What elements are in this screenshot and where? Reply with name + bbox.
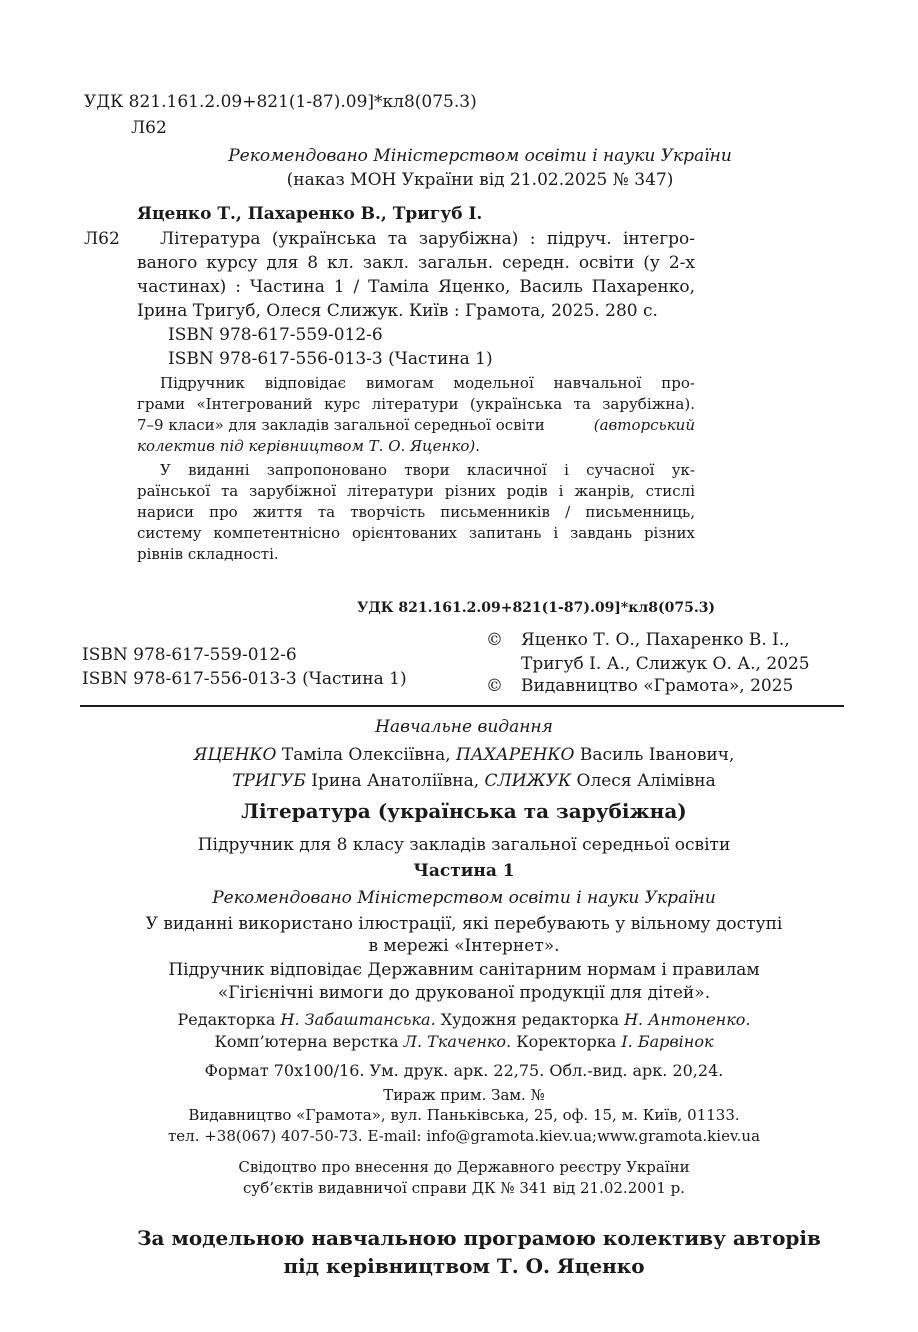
print-run: Тираж прим. Зам. № xyxy=(383,1086,545,1104)
copyright-symbol: © xyxy=(486,630,503,650)
certificate-line-2: суб’єктів видавничої справи ДК № 341 від 21.02.2001 р. xyxy=(242,1179,686,1197)
annotation-1-authors-cont: колектив під керівництвом Т. О. Яценко) xyxy=(137,437,476,455)
layout-line xyxy=(70,1032,858,1051)
copyright-publisher: Видавництво «Грамота», 2025 xyxy=(521,676,794,696)
format-line: Формат 70х100/16. Ум. друк. арк. 22,75. Обл.-вид. арк. 20,24. xyxy=(204,1061,724,1080)
recommendation-note: Рекомендовано Міністерством освіти і науки України xyxy=(228,146,732,166)
sanitary-note-2: «Гігієнічні вимоги до друкованої продукції для дітей». xyxy=(217,983,711,1003)
publisher-address: Видавництво «Грамота», вул. Паньківська, 25, оф. 15, м. Київ, 01133. xyxy=(188,1106,740,1124)
annotation-2-line-2: раїнської та зарубіжної літератури різних родів і жанрів, стислі xyxy=(137,482,695,500)
certificate-line-1: Свідоцтво про внесення до Державного реєстру України xyxy=(238,1158,690,1176)
publisher-contacts: тел. +38(067) 407-50-73. E-mail: info@gramota.kiev.ua;www.gramota.kiev.ua xyxy=(167,1127,761,1145)
book-subtitle: Підручник для 8 класу закладів загальної середньої освіти xyxy=(197,835,731,855)
author-1-surname: ЯЦЕНКО xyxy=(193,745,277,765)
annotation-2-line-3: нариси про життя та творчість письменників / письменниць, xyxy=(137,503,695,521)
bib-line-3: частинах) : Частина 1 / Таміла Яценко, Василь Пахаренко, xyxy=(137,277,695,297)
authors-line-2 xyxy=(80,771,868,791)
udk-code-top: УДК 821.161.2.09+821(1-87).09]*кл8(075.3) xyxy=(84,92,477,112)
bib-line-2: ваного курсу для 8 кл. закл. загальн. середн. освіти (у 2-х xyxy=(137,253,695,273)
layout-name: Л. Ткаченко. xyxy=(403,1032,512,1051)
copyright-authors-line-1: Яценко Т. О., Пахаренко В. І., xyxy=(521,630,790,650)
bib-line-4: Ірина Тригуб, Олеся Слижук. Київ : Грамота, 2025. 280 с. xyxy=(137,301,658,321)
program-note-1: За модельною навчальною програмою колективу авторів xyxy=(137,1226,821,1250)
illustrations-note-1: У виданні використано ілюстрації, які перебувають у вільному доступі xyxy=(145,914,783,934)
annotation-1-line-3 xyxy=(137,416,695,434)
editors-line xyxy=(70,1010,858,1029)
sanitary-note-1: Підручник відповідає Державним санітарним нормам і правилам xyxy=(168,960,760,980)
l62-mark: Л62 xyxy=(84,229,120,249)
edition-type: Навчальне видання xyxy=(375,717,553,737)
art-editor-label: Художня редакторка xyxy=(435,1010,625,1029)
author-1-name: Таміла Олексіївна, xyxy=(276,745,457,765)
annotation-2-line-5: рівнів складності. xyxy=(137,545,279,563)
proof-name: І. Барвінок xyxy=(621,1032,714,1051)
imprint-recommendation: Рекомендовано Міністерством освіти і науки України xyxy=(212,888,716,908)
bib-line-1: Література (українська та зарубіжна) : підруч. інтегро- xyxy=(160,229,695,249)
editor-name: Н. Забаштанська. xyxy=(280,1010,436,1029)
isbn-part: ISBN 978-617-556-013-3 (Частина 1) xyxy=(168,349,493,369)
bbk-code: Л62 xyxy=(131,118,167,138)
annotation-1-authors: (авторський xyxy=(593,416,695,434)
isbn-block-full: ISBN 978-617-559-012-6 xyxy=(82,645,297,665)
book-part: Частина 1 xyxy=(413,861,515,881)
author-4-surname: СЛИЖУК xyxy=(484,771,572,791)
udk-code-bottom: УДК 821.161.2.09+821(1-87).09]*кл8(075.3) xyxy=(357,600,716,616)
annotation-1-line-2: грами «Інтегрований курс літератури (українська та зарубіжна). xyxy=(137,395,695,413)
layout-label: Комп’ютерна верстка xyxy=(214,1032,404,1051)
proof-label: Коректорка xyxy=(511,1032,622,1051)
annotation-1-line-1: Підручник відповідає вимогам модельної навчальної про- xyxy=(160,374,695,392)
authors-heading: Яценко Т., Пахаренко В., Тригуб І. xyxy=(137,204,483,224)
art-editor-name: Н. Антоненко. xyxy=(624,1010,751,1029)
annotation-1-line-4 xyxy=(137,437,480,455)
copyright-symbol-publisher: © xyxy=(486,676,503,696)
book-title: Література (українська та зарубіжна) xyxy=(241,799,687,823)
author-3-surname: ТРИГУБ xyxy=(232,771,306,791)
ministry-order: (наказ МОН України від 21.02.2025 № 347) xyxy=(286,170,674,190)
author-4-name: Олеся Алімівна xyxy=(571,771,716,791)
illustrations-note-2: в мережі «Інтернет». xyxy=(368,936,560,956)
editor-label: Редакторка xyxy=(177,1010,281,1029)
author-3-name: Ірина Анатоліївна, xyxy=(305,771,485,791)
annotation-2-line-4: систему компетентнісно орієнтованих запитань і завдань різних xyxy=(137,524,695,542)
divider-rule xyxy=(80,705,844,707)
annotation-2-line-1: У виданні запропоновано твори класичної і сучасної ук- xyxy=(160,461,695,479)
annotation-1-text: 7–9 класи» для закладів загальної середньої освіти xyxy=(137,416,545,434)
copyright-authors-line-2: Тригуб І. А., Слижук О. А., 2025 xyxy=(521,654,810,674)
program-note-2: під керівництвом Т. О. Яценко xyxy=(283,1254,645,1278)
author-2-name: Василь Іванович, xyxy=(574,745,735,765)
annotation-1-period: . xyxy=(475,437,480,455)
authors-line-1 xyxy=(70,745,858,765)
author-2-surname: ПАХАРЕНКО xyxy=(456,745,575,765)
isbn-block-part: ISBN 978-617-556-013-3 (Частина 1) xyxy=(82,669,407,689)
isbn-full: ISBN 978-617-559-012-6 xyxy=(168,325,383,345)
